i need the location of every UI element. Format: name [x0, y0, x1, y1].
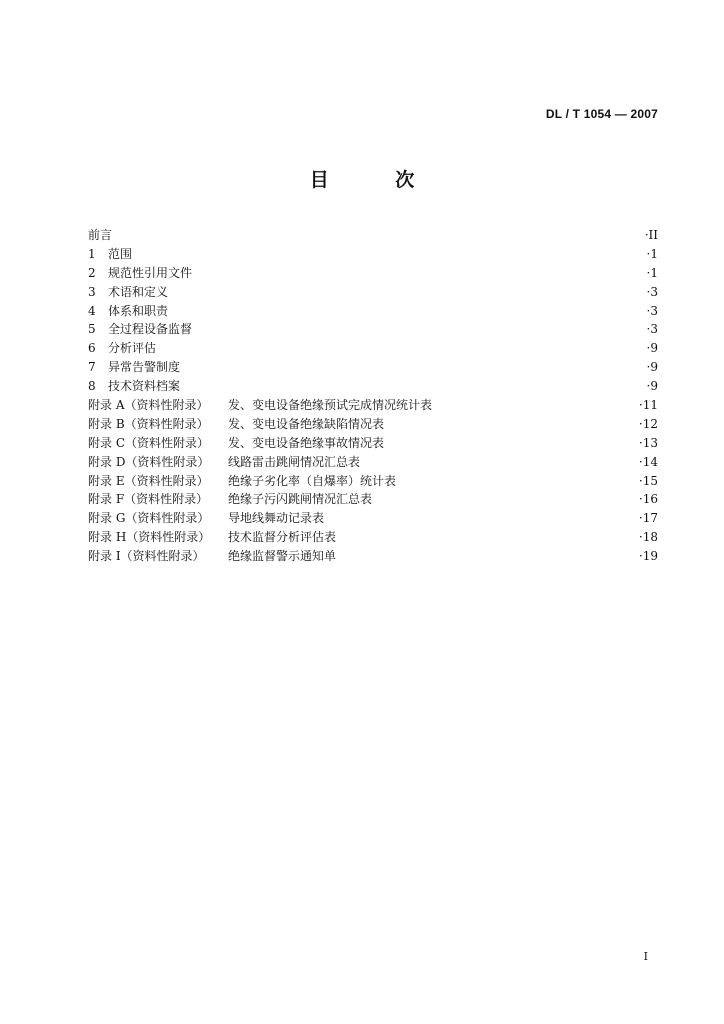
toc-entry-label: 绝缘监督警示通知单: [228, 549, 337, 564]
toc-entry-label: 绝缘子劣化率（自爆率）统计表: [228, 473, 397, 488]
toc-entry-page: ·3: [646, 284, 658, 299]
toc-entry-number: 1: [88, 246, 96, 261]
toc-entry-label: 发、变电设备绝缘预试完成情况统计表: [228, 398, 433, 413]
toc-entry-page: ·3: [646, 303, 658, 318]
toc-entry-number: 3: [88, 284, 96, 299]
toc-entry-foreword[interactable]: [88, 226, 658, 245]
toc-entry-label: 异常告警制度: [108, 360, 181, 375]
toc-entry-2[interactable]: [88, 264, 658, 283]
toc-entry-appendix-h[interactable]: [88, 528, 658, 547]
toc-entry-label: 分析评估: [108, 341, 157, 356]
toc-entry-label: 范围: [108, 246, 133, 261]
toc-entry-label: 线路雷击跳闸情况汇总表: [228, 454, 361, 469]
toc-entry-4[interactable]: [88, 302, 658, 321]
toc-appendix-prefix: 附录 C（资料性附录）: [88, 435, 209, 450]
toc-entry-number: 4: [88, 303, 96, 318]
page-number: I: [643, 950, 648, 963]
toc-entry-number: 8: [88, 379, 96, 394]
toc-entry-page: ·17: [638, 511, 658, 526]
toc-entry-label: 体系和职责: [108, 303, 169, 318]
toc-entry-page: ·19: [638, 549, 658, 564]
page-title: 目 次: [309, 169, 445, 191]
toc-entry-1[interactable]: [88, 245, 658, 264]
toc-entry-label: 绝缘子污闪跳闸情况汇总表: [228, 492, 373, 507]
toc-appendix-prefix: 附录 F（资料性附录）: [88, 492, 209, 507]
toc-entry-label: 全过程设备监督: [108, 322, 193, 337]
toc-entry-appendix-e[interactable]: [88, 472, 658, 491]
toc-entry-number: 7: [88, 360, 96, 375]
toc-entry-page: ·13: [638, 435, 658, 450]
toc-appendix-prefix: 附录 I（资料性附录）: [88, 549, 205, 564]
toc-entry-7[interactable]: [88, 358, 658, 377]
standard-code: DL / T 1054 — 2007: [545, 107, 658, 121]
toc-entry-page: ·1: [646, 265, 658, 280]
toc-entry-page: ·9: [646, 360, 658, 375]
toc-appendix-prefix: 附录 D（资料性附录）: [88, 454, 210, 469]
toc-entry-label: 导地线舞动记录表: [228, 511, 325, 526]
toc-entry-6[interactable]: [88, 339, 658, 358]
toc-entry-appendix-i[interactable]: [88, 547, 658, 566]
toc-appendix-prefix: 附录 H（资料性附录）: [88, 530, 211, 545]
toc-entry-label: 前言: [88, 228, 113, 242]
toc-entry-page: ·9: [646, 341, 658, 356]
toc-entry-number: 2: [88, 265, 96, 280]
toc-entry-label: 规范性引用文件: [108, 265, 193, 280]
toc-entry-page: ·9: [646, 379, 658, 394]
toc-entry-appendix-b[interactable]: [88, 415, 658, 434]
toc-entry-page: ·15: [638, 473, 658, 488]
toc-entry-page: ·11: [638, 398, 658, 413]
toc-appendix-prefix: 附录 G（资料性附录）: [88, 511, 210, 526]
toc-entry-page: ·18: [638, 530, 658, 545]
table-of-contents: [88, 226, 658, 566]
toc-entry-appendix-c[interactable]: [88, 434, 658, 453]
toc-entry-appendix-f[interactable]: [88, 490, 658, 509]
toc-entry-page: ·1: [646, 246, 658, 261]
toc-entry-page: ·II: [644, 228, 658, 242]
toc-entry-appendix-a[interactable]: [88, 396, 658, 415]
toc-entry-number: 6: [88, 341, 96, 356]
toc-appendix-prefix: 附录 A（资料性附录）: [88, 398, 209, 413]
toc-entry-page: ·3: [646, 322, 658, 337]
toc-entry-label: 技术监督分析评估表: [228, 530, 337, 545]
toc-entry-number: 5: [88, 322, 96, 337]
toc-entry-label: 术语和定义: [108, 284, 169, 299]
toc-entry-page: ·12: [638, 416, 658, 431]
toc-entry-5[interactable]: [88, 320, 658, 339]
toc-entry-appendix-g[interactable]: [88, 509, 658, 528]
toc-entry-8[interactable]: [88, 377, 658, 396]
toc-entry-label: 发、变电设备绝缘事故情况表: [228, 435, 385, 450]
toc-appendix-prefix: 附录 E（资料性附录）: [88, 473, 209, 488]
toc-entry-page: ·16: [638, 492, 658, 507]
toc-entry-3[interactable]: [88, 283, 658, 302]
toc-entry-label: 技术资料档案: [108, 379, 181, 394]
toc-appendix-prefix: 附录 B（资料性附录）: [88, 416, 209, 431]
toc-entry-page: ·14: [638, 454, 658, 469]
toc-entry-label: 发、变电设备绝缘缺陷情况表: [228, 416, 385, 431]
toc-entry-appendix-d[interactable]: [88, 453, 658, 472]
